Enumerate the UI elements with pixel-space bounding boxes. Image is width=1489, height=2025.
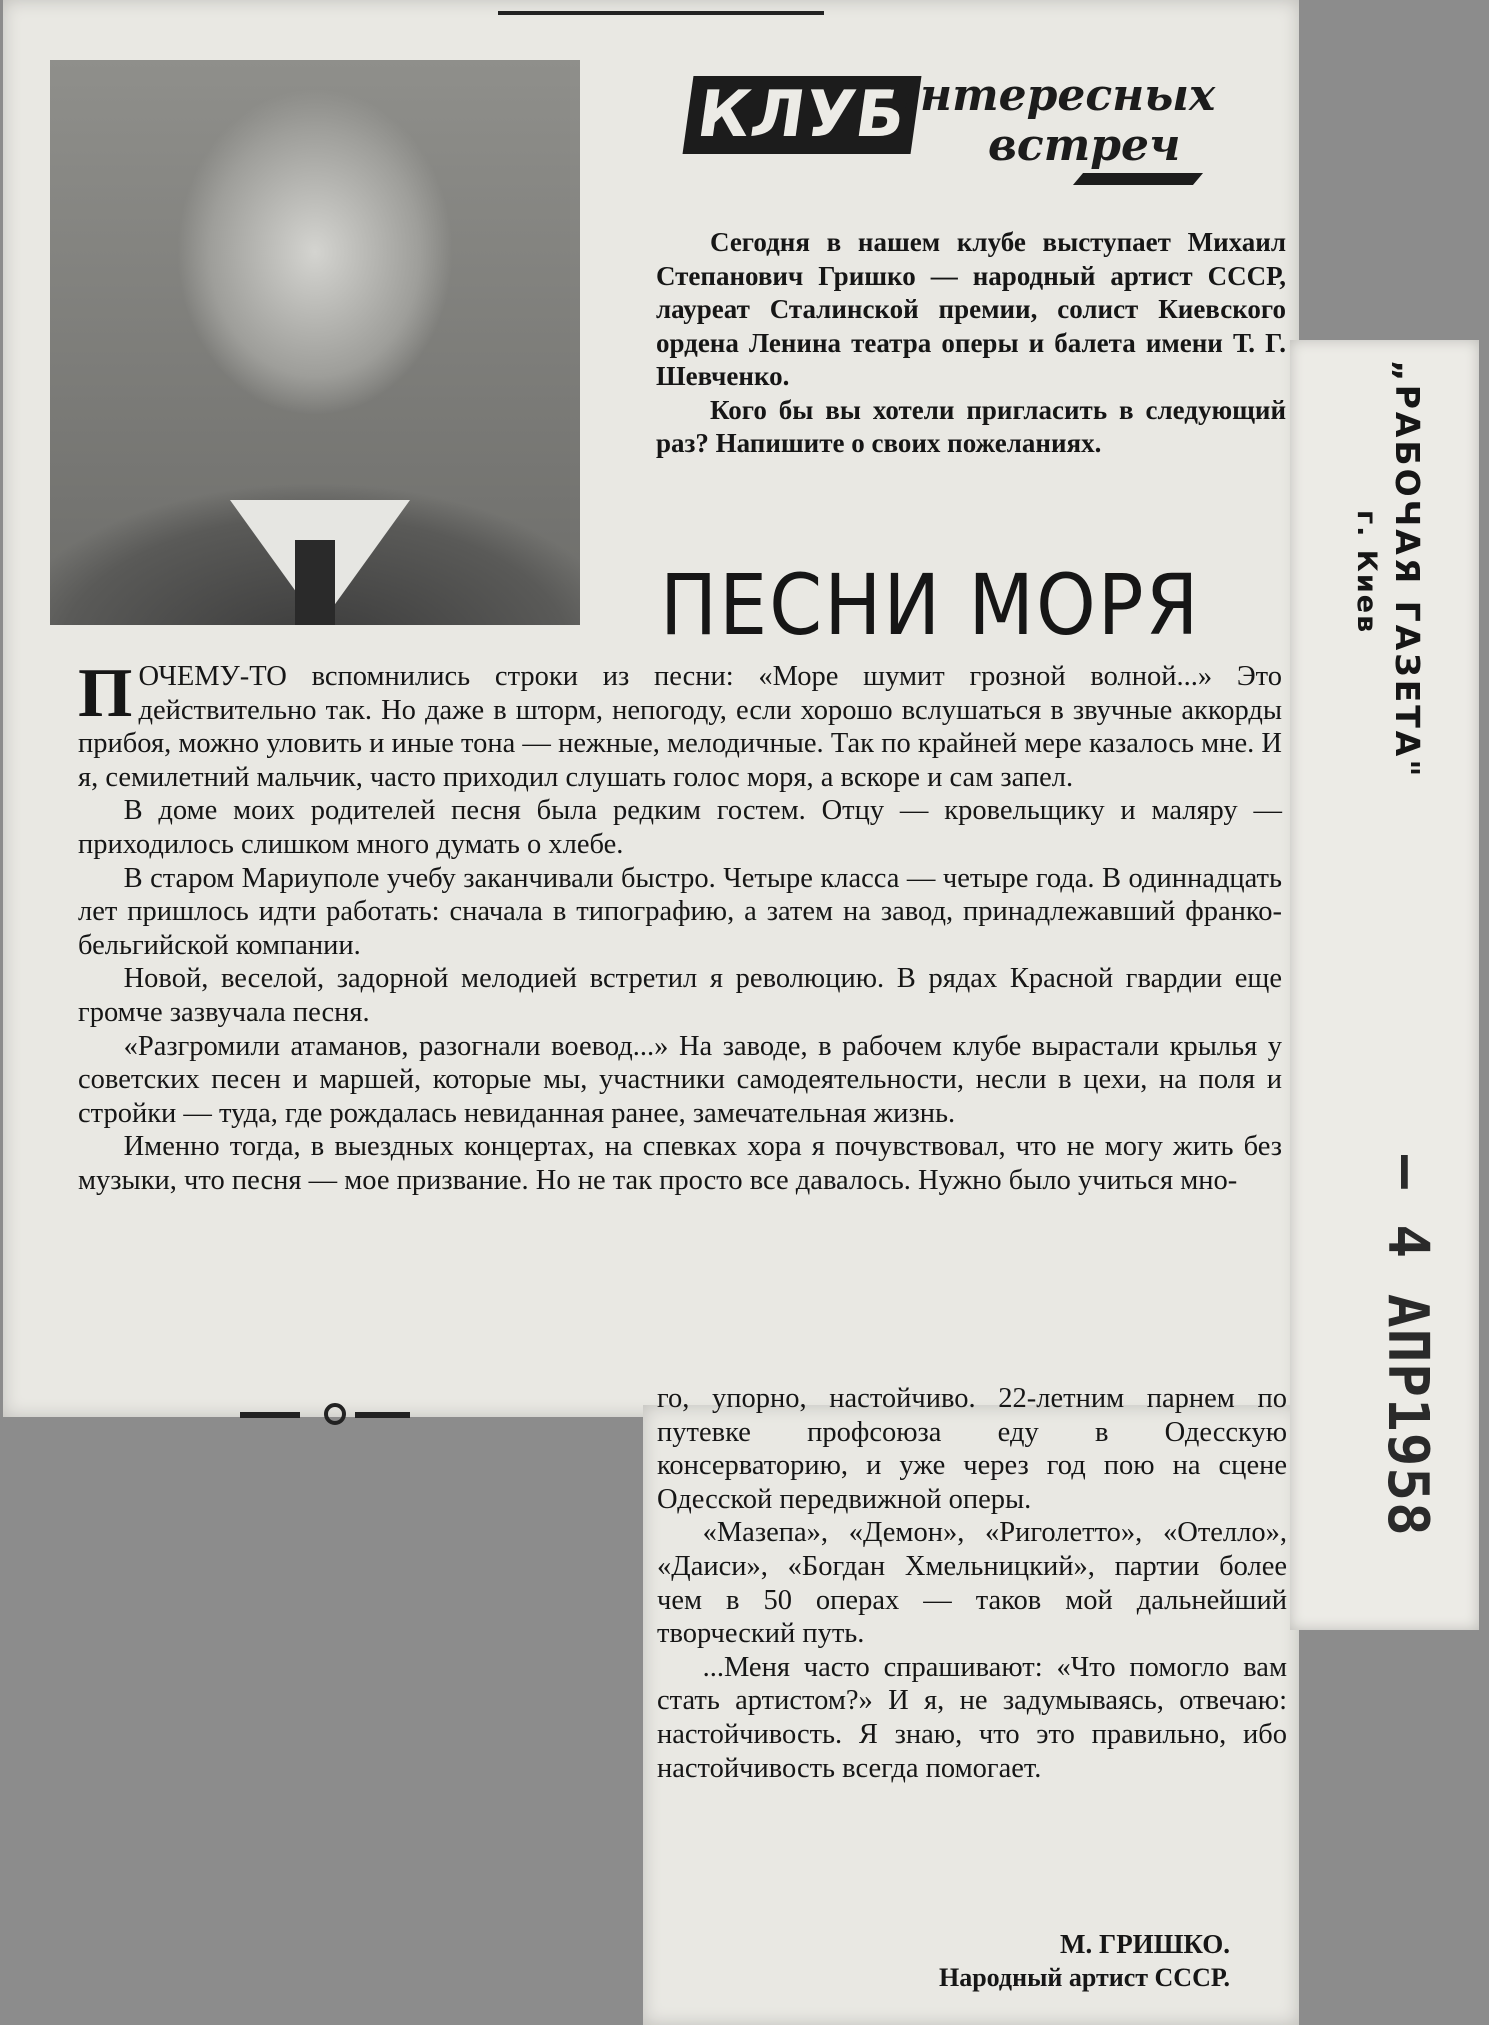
- article-body-main: [78, 655, 1282, 1198]
- logo-stripe: [1073, 173, 1203, 185]
- tie: [295, 540, 335, 625]
- intro-paragraph: Кого бы вы хотели пригласить в следующий раз? Напишите о своих пожеланиях.: [656, 394, 1286, 458]
- article-paragraph: Новой, веселой, задорной мелодией встретил я революцию. В рядах Красной гвардии еще громче зазвучала песня.: [78, 963, 1282, 1028]
- article-paragraph: го, упорно, настойчиво. 22-летним парнем по путевке профсоюза еду в Одесскую консерваторию, и уже через год пою на сцене Одесской передвижной оперы.: [657, 1383, 1287, 1515]
- date-stamp: — 4 АПР1958: [1375, 1155, 1440, 1537]
- print-mark: [240, 1402, 410, 1426]
- article-paragraph: «Разгромили атаманов, разогнали воевод...» На заводе, в рабочем клубе вырастали крылья у советских песен и маршей, которые мы, участники самодеятельности, несли в цехи, на поля и стройки — туда, где рождалась невиданная ранее, замечательная жизнь.: [78, 1030, 1282, 1129]
- signature-block: [900, 1927, 1230, 1995]
- article-paragraph: «Мазепа», «Демон», «Риголетто», «Отелло», «Даиси», «Богдан Хмельницкий», партии более чем в 50 операх — таков мой дальнейший творческий путь.: [657, 1517, 1287, 1650]
- logo-main: КЛУБ: [683, 76, 922, 154]
- article-paragraph: [78, 655, 1282, 794]
- intro-paragraph: Сегодня в нашем клубе выступает Михаил Степанович Гришко — народный артист СССР, лауреат Сталинской премии, солист Киевского ордена Ленина театра оперы и балета имени Т. Г. Шевченко.: [656, 227, 1286, 391]
- publication-stamp: [1332, 360, 1472, 1610]
- drop-cap: П: [78, 655, 133, 732]
- article-paragraph: В старом Мариуполе учебу заканчивали быстро. Четыре класса — четыре года. В одиннадцать лет пришлось идти работать: сначала в типографию, а затем на завод, принадлежавший франко-бельгийской компании.: [78, 862, 1282, 961]
- logo-script-top: интересных: [888, 70, 1216, 121]
- article-paragraph: В доме моих родителей песня была редким гостем. Отцу — кровельщику и маляру — приходилось слишком много думать о хлебе.: [78, 795, 1282, 860]
- logo-script-bottom: встреч: [988, 120, 1181, 171]
- article-paragraph: Именно тогда, в выездных концертах, на спевках хора я почувствовал, что не могу жить без музыки, что песня — мое призвание. Но не так просто все давалось. Нужно было учиться мно-: [78, 1131, 1282, 1196]
- author-title: Народный артист СССР.: [939, 1963, 1230, 1992]
- article-title: ПЕСНИ МОРЯ: [660, 556, 1201, 654]
- club-logo: [688, 68, 1216, 193]
- portrait-photo: [50, 60, 580, 625]
- article-body-continued: [657, 1382, 1287, 1785]
- publication-name: „РАБОЧАЯ ГАЗЕТА": [1388, 360, 1427, 780]
- top-rule: [498, 11, 824, 15]
- publication-city: г. Киев: [1351, 510, 1382, 635]
- paragraph-text: ОЧЕМУ-ТО вспомнились строки из песни: «Море шумит грозной волной...» Это действительно так. Но даже в шторм, непогоду, если хорошо вслушаться в звучные аккорды прибоя, можно уловить и иные тона — нежные, мелодичные. Так по крайней мере казалось мне. И я, семилетний мальчик, часто приходил слушать голос моря, а вскоре и сам запел.: [78, 661, 1282, 793]
- author-name: М. ГРИШКО.: [1060, 1929, 1230, 1959]
- intro-block: [656, 226, 1286, 461]
- article-paragraph: ...Меня часто спрашивают: «Что помогло вам стать артистом?» И я, не задумываясь, отвечаю: настойчивость. Я знаю, что это правильно, ибо настойчивость всегда помогает.: [657, 1651, 1287, 1784]
